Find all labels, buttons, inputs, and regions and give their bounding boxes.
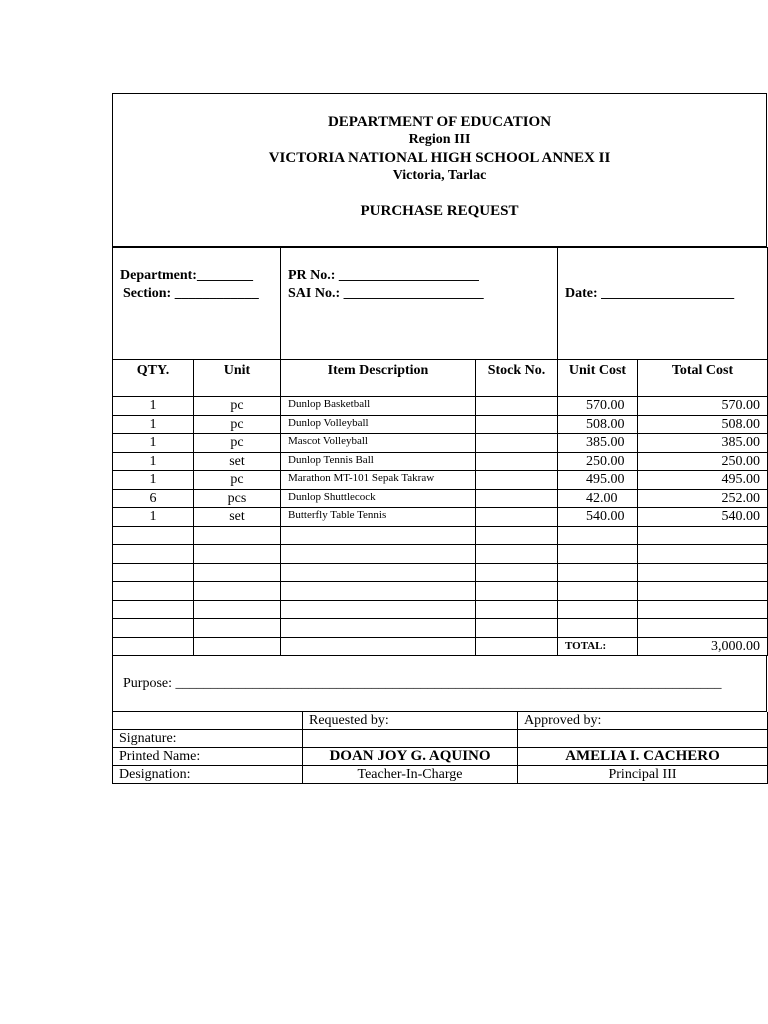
table-cell [194, 637, 281, 656]
unit-cost-cell [558, 600, 638, 619]
item-description-cell [281, 600, 476, 619]
unit-cost-header: Unit Cost [558, 360, 638, 397]
items-table [112, 360, 768, 656]
table-row [113, 471, 768, 490]
approved-by-label: Approved by: [518, 712, 768, 730]
pr-sai-cell [281, 248, 558, 360]
item-description-cell: Dunlop Volleyball [281, 415, 476, 434]
item-description-cell: Dunlop Tennis Ball [281, 452, 476, 471]
designation-label: Designation: [113, 766, 303, 784]
qty-cell [113, 526, 194, 545]
stock-no-cell [476, 452, 558, 471]
total-cost-cell: 252.00 [638, 489, 768, 508]
unit-cost-cell [558, 582, 638, 601]
department-section-cell [113, 248, 281, 360]
qty-cell [113, 619, 194, 638]
school-title: VICTORIA NATIONAL HIGH SCHOOL ANNEX II [268, 150, 611, 166]
stock-no-cell [476, 508, 558, 527]
stock-no-cell [476, 489, 558, 508]
stock-no-cell [476, 434, 558, 453]
stock-no-cell [476, 471, 558, 490]
qty-cell [113, 563, 194, 582]
unit-cost-cell [558, 545, 638, 564]
unit-cell: pc [194, 397, 281, 416]
form-title: PURCHASE REQUEST [360, 203, 519, 219]
unit-cost-cell: 495.00 [558, 471, 638, 490]
total-cost-cell: 495.00 [638, 471, 768, 490]
table-cell [281, 637, 476, 656]
location-title: Victoria, Tarlac [392, 168, 487, 183]
unit-cost-cell [558, 619, 638, 638]
item-description-cell [281, 582, 476, 601]
total-cost-cell: 570.00 [638, 397, 768, 416]
total-cost-cell: 250.00 [638, 452, 768, 471]
blank-table-row [113, 563, 768, 582]
request-info [112, 247, 768, 360]
item-description-cell: Dunlop Shuttlecock [281, 489, 476, 508]
approved-by-signature [518, 730, 768, 748]
signature-row [113, 730, 768, 748]
approved-by-designation: Principal III [518, 766, 768, 784]
qty-cell: 1 [113, 415, 194, 434]
unit-cost-cell [558, 563, 638, 582]
qty-cell [113, 582, 194, 601]
unit-cell: set [194, 508, 281, 527]
table-cell [113, 712, 303, 730]
unit-cost-cell: 250.00 [558, 452, 638, 471]
unit-cost-cell: 385.00 [558, 434, 638, 453]
table-row [113, 434, 768, 453]
item-description-cell [281, 526, 476, 545]
date-label: Date: ___________________ [565, 286, 735, 301]
table-row [113, 489, 768, 508]
total-row [113, 637, 768, 656]
unit-cost-cell: 570.00 [558, 397, 638, 416]
items-header-row [113, 360, 768, 397]
unit-cell [194, 526, 281, 545]
stock-no-cell [476, 619, 558, 638]
total-cost-cell: 385.00 [638, 434, 768, 453]
blank-table-row [113, 619, 768, 638]
stock-no-header: Stock No. [476, 360, 558, 397]
qty-cell: 1 [113, 452, 194, 471]
qty-cell: 1 [113, 471, 194, 490]
designation-row [113, 766, 768, 784]
purpose-section [112, 656, 767, 712]
item-description-cell: Marathon MT-101 Sepak Takraw [281, 471, 476, 490]
section-label: Section: ____________ [123, 286, 259, 301]
stock-no-cell [476, 545, 558, 564]
unit-cost-cell [558, 526, 638, 545]
unit-cost-cell: 42.00 [558, 489, 638, 508]
unit-header: Unit [194, 360, 281, 397]
approved-by-name: AMELIA I. CACHERO [518, 748, 768, 766]
total-cost-cell [638, 545, 768, 564]
item-description-cell: Dunlop Basketball [281, 397, 476, 416]
total-cost-cell [638, 563, 768, 582]
qty-cell: 6 [113, 489, 194, 508]
signature-header-row [113, 712, 768, 730]
table-row [113, 452, 768, 471]
qty-cell: 1 [113, 434, 194, 453]
unit-cell: pcs [194, 489, 281, 508]
stock-no-cell [476, 526, 558, 545]
signature-table [112, 712, 768, 784]
printed-name-row [113, 748, 768, 766]
total-label: TOTAL: [558, 637, 638, 656]
unit-cell: pc [194, 434, 281, 453]
table-row [113, 415, 768, 434]
total-cost-cell [638, 600, 768, 619]
qty-header: QTY. [113, 360, 194, 397]
unit-cell [194, 563, 281, 582]
requested-by-label: Requested by: [303, 712, 518, 730]
unit-cost-cell: 508.00 [558, 415, 638, 434]
unit-cell: set [194, 452, 281, 471]
blank-table-row [113, 545, 768, 564]
form-header [112, 93, 767, 247]
item-description-header: Item Description [281, 360, 476, 397]
item-description-cell [281, 545, 476, 564]
qty-cell [113, 545, 194, 564]
unit-cost-cell: 540.00 [558, 508, 638, 527]
signature-label: Signature: [113, 730, 303, 748]
qty-cell: 1 [113, 397, 194, 416]
purchase-request-form [112, 93, 767, 784]
qty-cell: 1 [113, 508, 194, 527]
requested-by-designation: Teacher-In-Charge [303, 766, 518, 784]
total-amount: 3,000.00 [638, 637, 768, 656]
requested-by-signature [303, 730, 518, 748]
total-cost-header: Total Cost [638, 360, 768, 397]
blank-table-row [113, 582, 768, 601]
table-cell [476, 637, 558, 656]
purpose-label: Purpose: ______________________________________________________________________________ [123, 676, 722, 691]
total-cost-cell [638, 619, 768, 638]
item-description-cell: Mascot Volleyball [281, 434, 476, 453]
table-row [113, 397, 768, 416]
department-label: Department:________ [120, 268, 253, 283]
unit-cell: pc [194, 415, 281, 434]
date-cell [558, 248, 768, 360]
item-description-cell [281, 563, 476, 582]
unit-cell [194, 600, 281, 619]
total-cost-cell [638, 582, 768, 601]
pr-no-label: PR No.: ____________________ [288, 268, 479, 283]
requested-by-name: DOAN JOY G. AQUINO [303, 748, 518, 766]
unit-cell [194, 619, 281, 638]
blank-table-row [113, 600, 768, 619]
table-cell [113, 637, 194, 656]
stock-no-cell [476, 563, 558, 582]
item-description-cell [281, 619, 476, 638]
printed-name-label: Printed Name: [113, 748, 303, 766]
total-cost-cell: 508.00 [638, 415, 768, 434]
stock-no-cell [476, 582, 558, 601]
department-title: DEPARTMENT OF EDUCATION [327, 114, 552, 130]
qty-cell [113, 600, 194, 619]
blank-table-row [113, 526, 768, 545]
table-row [113, 508, 768, 527]
stock-no-cell [476, 415, 558, 434]
region-title: Region III [408, 132, 471, 147]
stock-no-cell [476, 600, 558, 619]
stock-no-cell [476, 397, 558, 416]
sai-no-label: SAI No.: ____________________ [288, 286, 484, 301]
total-cost-cell: 540.00 [638, 508, 768, 527]
item-rows [113, 397, 768, 638]
item-description-cell: Butterfly Table Tennis [281, 508, 476, 527]
unit-cell [194, 582, 281, 601]
total-cost-cell [638, 526, 768, 545]
unit-cell: pc [194, 471, 281, 490]
unit-cell [194, 545, 281, 564]
